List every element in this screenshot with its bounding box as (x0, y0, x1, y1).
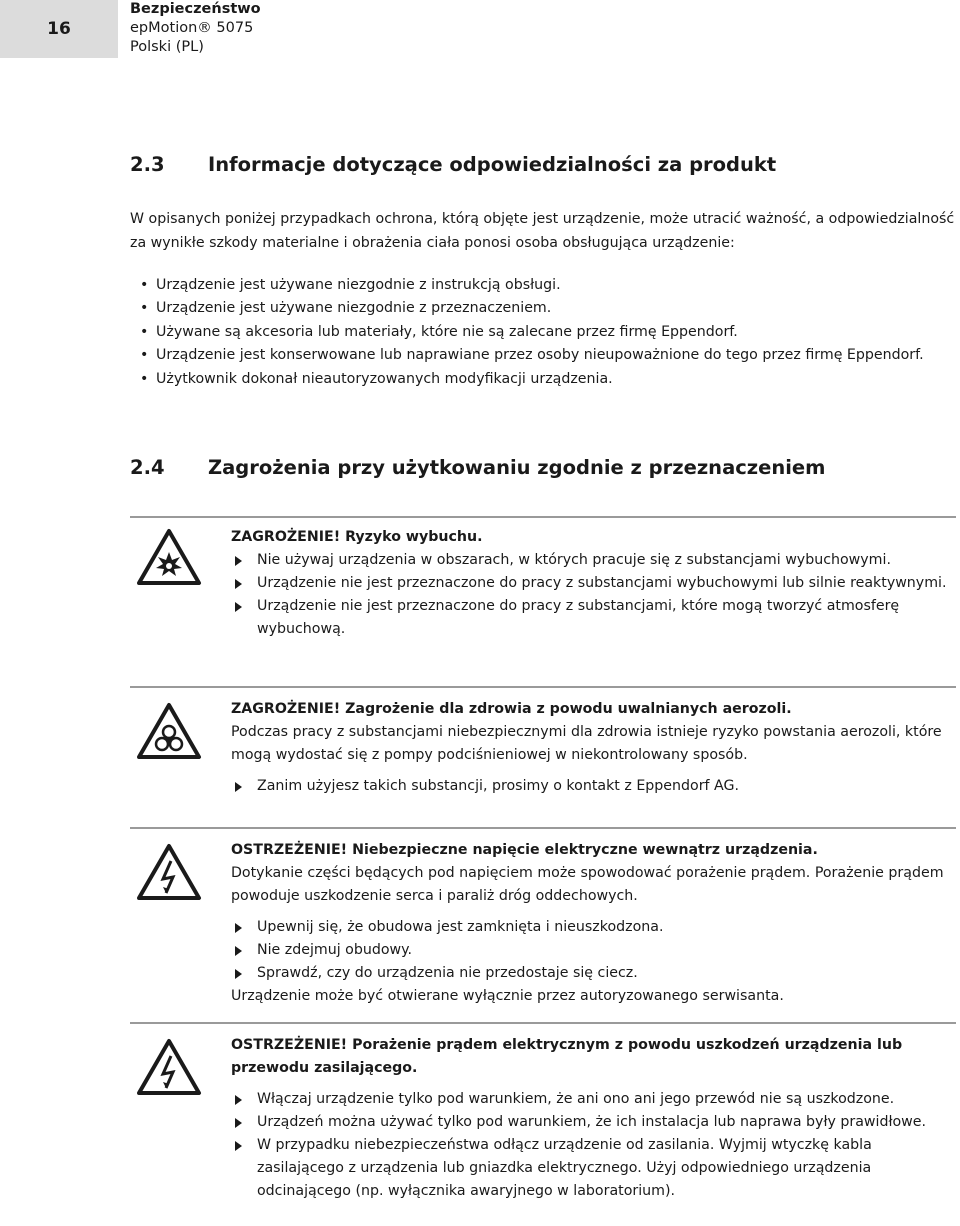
running-header (130, 0, 261, 57)
intro-paragraph: W opisanych poniżej przypadkach ochrona, którą objęte jest urządzenie, może utracić ważność, a odpowiedzialność za wynikłe szkody materialne i obrażenia ciała ponosi osoba obsługująca urządzenie: (130, 211, 955, 251)
list-item: Upewnij się, że obudowa jest zamknięta i nieuszkodzona. (231, 916, 956, 939)
warning-note: Urządzenie może być otwierane wyłącznie przez autoryzowanego serwisanta. (231, 988, 784, 1004)
warning-title: OSTRZEŻENIE! Niebezpieczne napięcie elektryczne wewnątrz urządzenia. (231, 842, 818, 858)
list-item: Nie używaj urządzenia w obszarach, w których pracuje się z substancjami wybuchowymi. (231, 549, 956, 572)
list-item: • Używane są akcesoria lub materiały, które nie są zalecane przez firmę Eppendorf. (130, 321, 955, 344)
list-item: • Użytkownik dokonał nieautoryzowanych modyfikacji urządzenia. (130, 368, 955, 391)
electric-shock-warning-icon (136, 843, 202, 901)
list-item: Nie zdejmuj obudowy. (231, 939, 956, 962)
explosion-warning-icon (136, 528, 202, 586)
heading-number: 2.3 (130, 153, 165, 176)
warning-body (231, 698, 956, 798)
list-item: • Urządzenie jest używane niezgodnie z instrukcją obsługi. (130, 274, 955, 297)
header-section: Bezpieczeństwo (130, 1, 261, 17)
list-item: • Urządzenie jest używane niezgodnie z przeznaczeniem. (130, 297, 955, 320)
warning-title: ZAGROŻENIE! Ryzyko wybuchu. (231, 529, 483, 545)
header-product: epMotion® 5075 (130, 20, 254, 36)
heading-title: Zagrożenia przy użytkowaniu zgodnie z przeznaczeniem (208, 456, 826, 479)
warning-explosion (130, 516, 956, 637)
heading-number: 2.4 (130, 456, 165, 479)
list-item: W przypadku niebezpieczeństwa odłącz urządzenie od zasilania. Wyjmij wtyczkę kabla zasilającego z urządzenia lub gniazdka elektrycznego. Użyj odpowiedniego urządzenia odcinającego (np. wyłącznika awaryjnego w laboratorium). (231, 1134, 956, 1203)
electric-shock-warning-icon (136, 1038, 202, 1096)
liability-bullet-list (130, 274, 955, 391)
action-list (231, 1088, 956, 1203)
list-item: Sprawdź, czy do urządzenia nie przedostaje się ciecz. (231, 962, 956, 985)
heading-title: Informacje dotyczące odpowiedzialności za produkt (208, 153, 777, 176)
warning-description: Dotykanie części będących pod napięciem może spowodować porażenie prądem. Porażenie prądem powoduje uszkodzenie serca i paraliż dróg oddechowych. (231, 865, 944, 904)
warning-electric-voltage (130, 827, 956, 1004)
warning-body (231, 526, 956, 641)
biohazard-warning-icon (136, 702, 202, 760)
warning-title: ZAGROŻENIE! Zagrożenie dla zdrowia z powodu uwalnianych aerozoli. (231, 701, 792, 717)
warning-electric-damage (130, 1022, 956, 1199)
list-item: Zanim użyjesz takich substancji, prosimy o kontakt z Eppendorf AG. (231, 775, 956, 798)
action-list (231, 549, 956, 641)
list-item: Urządzenie nie jest przeznaczone do pracy z substancjami, które mogą tworzyć atmosferę wybuchową. (231, 595, 956, 641)
warning-biohazard (130, 686, 956, 794)
action-list (231, 775, 956, 798)
page-number: 16 (0, 0, 118, 58)
list-item: • Urządzenie jest konserwowane lub naprawiane przez osoby nieupoważnione do tego przez firmę Eppendorf. (130, 344, 955, 367)
heading-2-4 (130, 456, 825, 479)
list-item: Urządzeń można używać tylko pod warunkiem, że ich instalacja lub naprawa były prawidłowe. (231, 1111, 956, 1134)
warning-description: Podczas pracy z substancjami niebezpiecznymi dla zdrowia istnieje ryzyko powstania aerozoli, które mogą wydostać się z pompy podciśnieniowej w niekontrolowany sposób. (231, 724, 942, 763)
list-item: Włączaj urządzenie tylko pod warunkiem, że ani ono ani jego przewód nie są uszkodzone. (231, 1088, 956, 1111)
warning-title: OSTRZEŻENIE! Porażenie prądem elektrycznym z powodu uszkodzeń urządzenia lub przewodu zasilającego. (231, 1037, 903, 1076)
header-language: Polski (PL) (130, 39, 204, 55)
warning-body (231, 839, 956, 1008)
action-list (231, 916, 956, 985)
heading-2-3 (130, 153, 776, 176)
list-item: Urządzenie nie jest przeznaczone do pracy z substancjami wybuchowymi lub silnie reaktywnymi. (231, 572, 956, 595)
warning-body (231, 1034, 956, 1203)
